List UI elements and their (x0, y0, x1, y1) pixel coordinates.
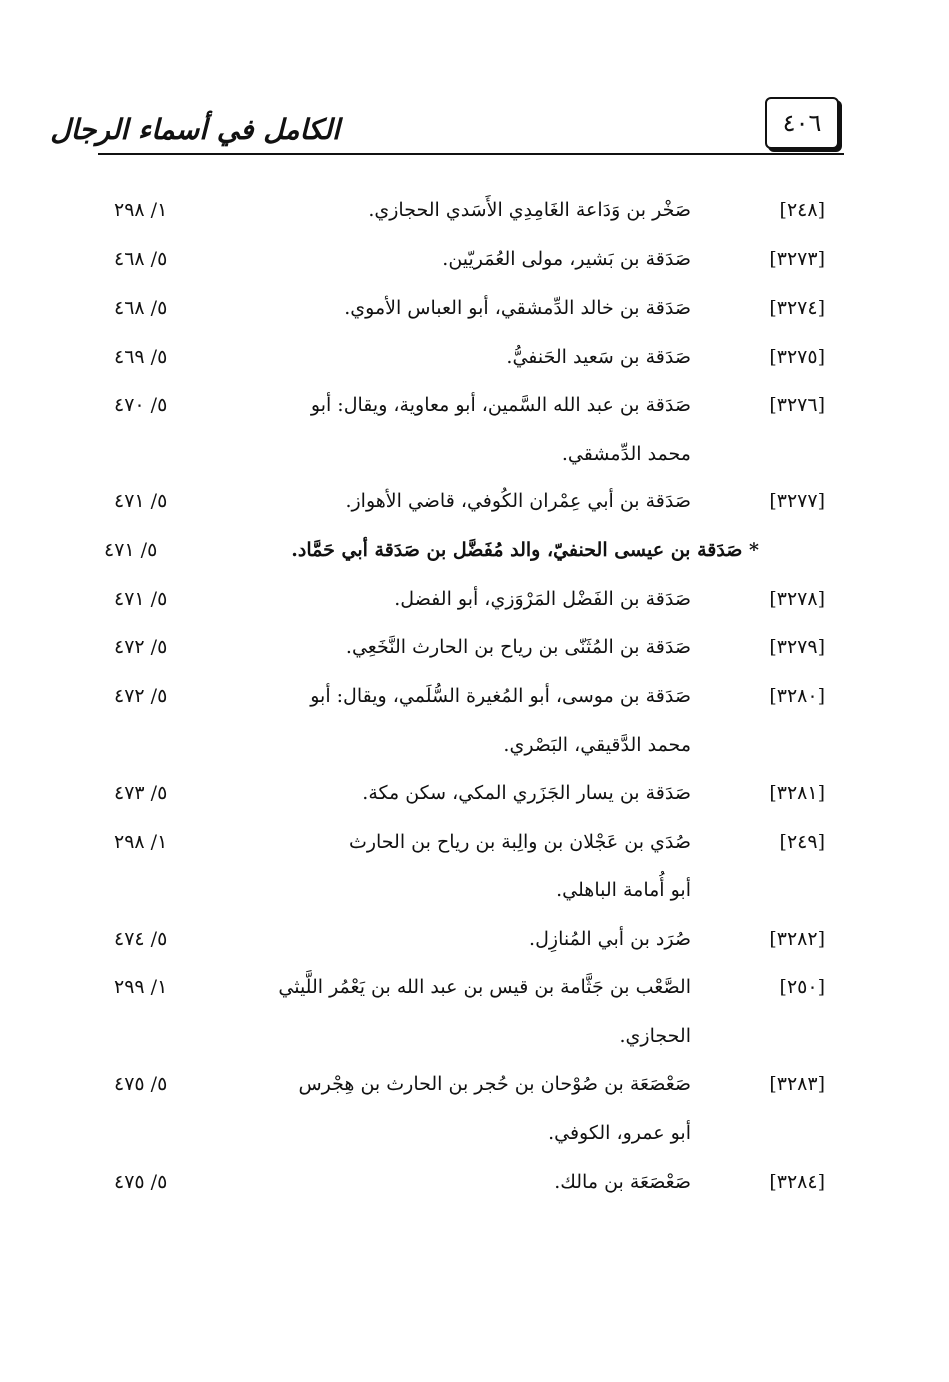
entry-row (0, 672, 949, 720)
entry-row (0, 769, 949, 817)
entry-number: [٣٢٧٦] (769, 394, 825, 416)
entry-name: صَدَقة بن موسى، أبو المُغيرة السُّلَمي، ويقال: أبو (310, 685, 691, 707)
entry-reference: ٥/ ٤٧٥ (114, 1171, 168, 1193)
entry-reference: ٥/ ٤٦٨ (114, 248, 168, 270)
entry-name: صَدَقة بن خالد الدِّمشقي، أبو العباس الأموي. (344, 297, 691, 319)
entry-name: صُدَي بن عَجْلان بن والِبة بن رياح بن الحارث (348, 831, 691, 853)
entry-reference: ٥/ ٤٧١ (114, 490, 168, 512)
entry-name: صَدَقة بن المُثَنّى بن رياح بن الحارث النَّخَعِي. (345, 636, 691, 658)
entry-number: [٣٢٨٤] (769, 1171, 825, 1193)
entry-number: [٢٤٨] (779, 199, 825, 221)
entry-number: [٣٢٧٤] (769, 297, 825, 319)
entry-number: [٣٢٨١] (769, 782, 825, 804)
page-number: ٤٠٦ (782, 109, 822, 137)
entry-row (0, 284, 949, 332)
entry-row (0, 1158, 949, 1206)
entry-name: الصَّعْب بن جَثَّامة بن قيس بن عبد الله بن يَعْمُر اللَّيثي (278, 976, 691, 998)
entry-name: صَدَقة بن عبد الله السَّمين، أبو معاوية، ويقال: أبو (310, 394, 691, 416)
running-title: الكامل في أسماء الرجال (50, 113, 340, 146)
entry-number: [٣٢٨٣] (769, 1073, 825, 1095)
entry-name: صَدَقة بن بَشير، مولى العُمَريّين. (442, 248, 691, 270)
entry-reference: ٥/ ٤٧٣ (114, 782, 168, 804)
entry-row (0, 1060, 949, 1108)
entry-row (0, 186, 949, 234)
entry-row (0, 381, 949, 429)
entry-reference: ٥/ ٤٧٢ (114, 685, 168, 707)
entry-row-starred (0, 526, 949, 574)
entry-reference: ٥/ ٤٦٩ (114, 346, 168, 368)
entry-row (0, 333, 949, 381)
entry-name: صَخْر بن وَدَاعة الغَامِدِي الأَسَدي الحجازي. (368, 199, 691, 221)
entry-continuation: محمد الدَّقيقي، البَصْري. (503, 734, 691, 756)
entry-continuation: محمد الدِّمشقي. (561, 443, 691, 465)
entry-continuation: أبو أُمامة الباهلي. (556, 879, 691, 901)
entry-reference: ٥/ ٤٧٤ (114, 928, 168, 950)
entry-reference: ١/ ٢٩٨ (114, 831, 168, 853)
entry-continuation: أبو عمرو، الكوفي. (548, 1122, 691, 1144)
entry-row (0, 477, 949, 525)
entry-number: [٣٢٨٠] (769, 685, 825, 707)
entry-number: [٣٢٧٩] (769, 636, 825, 658)
entry-name: صَدَقة بن أبي عِمْران الكُوفي، قاضي الأهواز. (345, 490, 691, 512)
entry-name: صَدَقة بن سَعيد الحَنفيُّ. (506, 346, 691, 368)
entry-name: صَدَقة بن الفَضْل المَرْوَزي، أبو الفضل. (394, 588, 691, 610)
entry-number: [٢٥٠] (779, 976, 825, 998)
entry-number: [٢٤٩] (779, 831, 825, 853)
entry-row (0, 623, 949, 671)
entry-reference: ٥/ ٤٦٨ (114, 297, 168, 319)
entry-reference: ٥/ ٤٧٢ (114, 636, 168, 658)
entry-reference: ١/ ٢٩٩ (114, 976, 168, 998)
entry-reference: ٥/ ٤٧١ (104, 539, 158, 561)
entry-reference: ٥/ ٤٧٠ (114, 394, 168, 416)
entry-name: * صَدَقة بن عيسى الحنفيّ، والد مُفَضَّل بن صَدَقة أبي حَمَّاد. (291, 539, 759, 561)
entry-name: صُرَد بن أبي المُنازِل. (529, 928, 691, 950)
entry-row (0, 235, 949, 283)
entry-name: صَدَقة بن يسار الجَزَري المكي، سكن مكة. (362, 782, 691, 804)
entry-row (0, 575, 949, 623)
entry-number: [٣٢٧٨] (769, 588, 825, 610)
entry-number: [٣٢٧٧] (769, 490, 825, 512)
entry-number: [٣٢٧٣] (769, 248, 825, 270)
entry-name: صَعْصَعَة بن صُوْحان بن حُجر بن الحارث بن هِجْرس (298, 1073, 691, 1095)
entry-continuation: الحجازي. (619, 1025, 691, 1047)
entry-number: [٣٢٧٥] (769, 346, 825, 368)
entry-number: [٣٢٨٢] (769, 928, 825, 950)
entry-reference: ١/ ٢٩٨ (114, 199, 168, 221)
entry-name: صَعْصَعَة بن مالك. (554, 1171, 691, 1193)
entry-reference: ٥/ ٤٧٥ (114, 1073, 168, 1095)
entry-row (0, 963, 949, 1011)
entry-reference: ٥/ ٤٧١ (114, 588, 168, 610)
entry-row (0, 915, 949, 963)
entry-row (0, 818, 949, 866)
